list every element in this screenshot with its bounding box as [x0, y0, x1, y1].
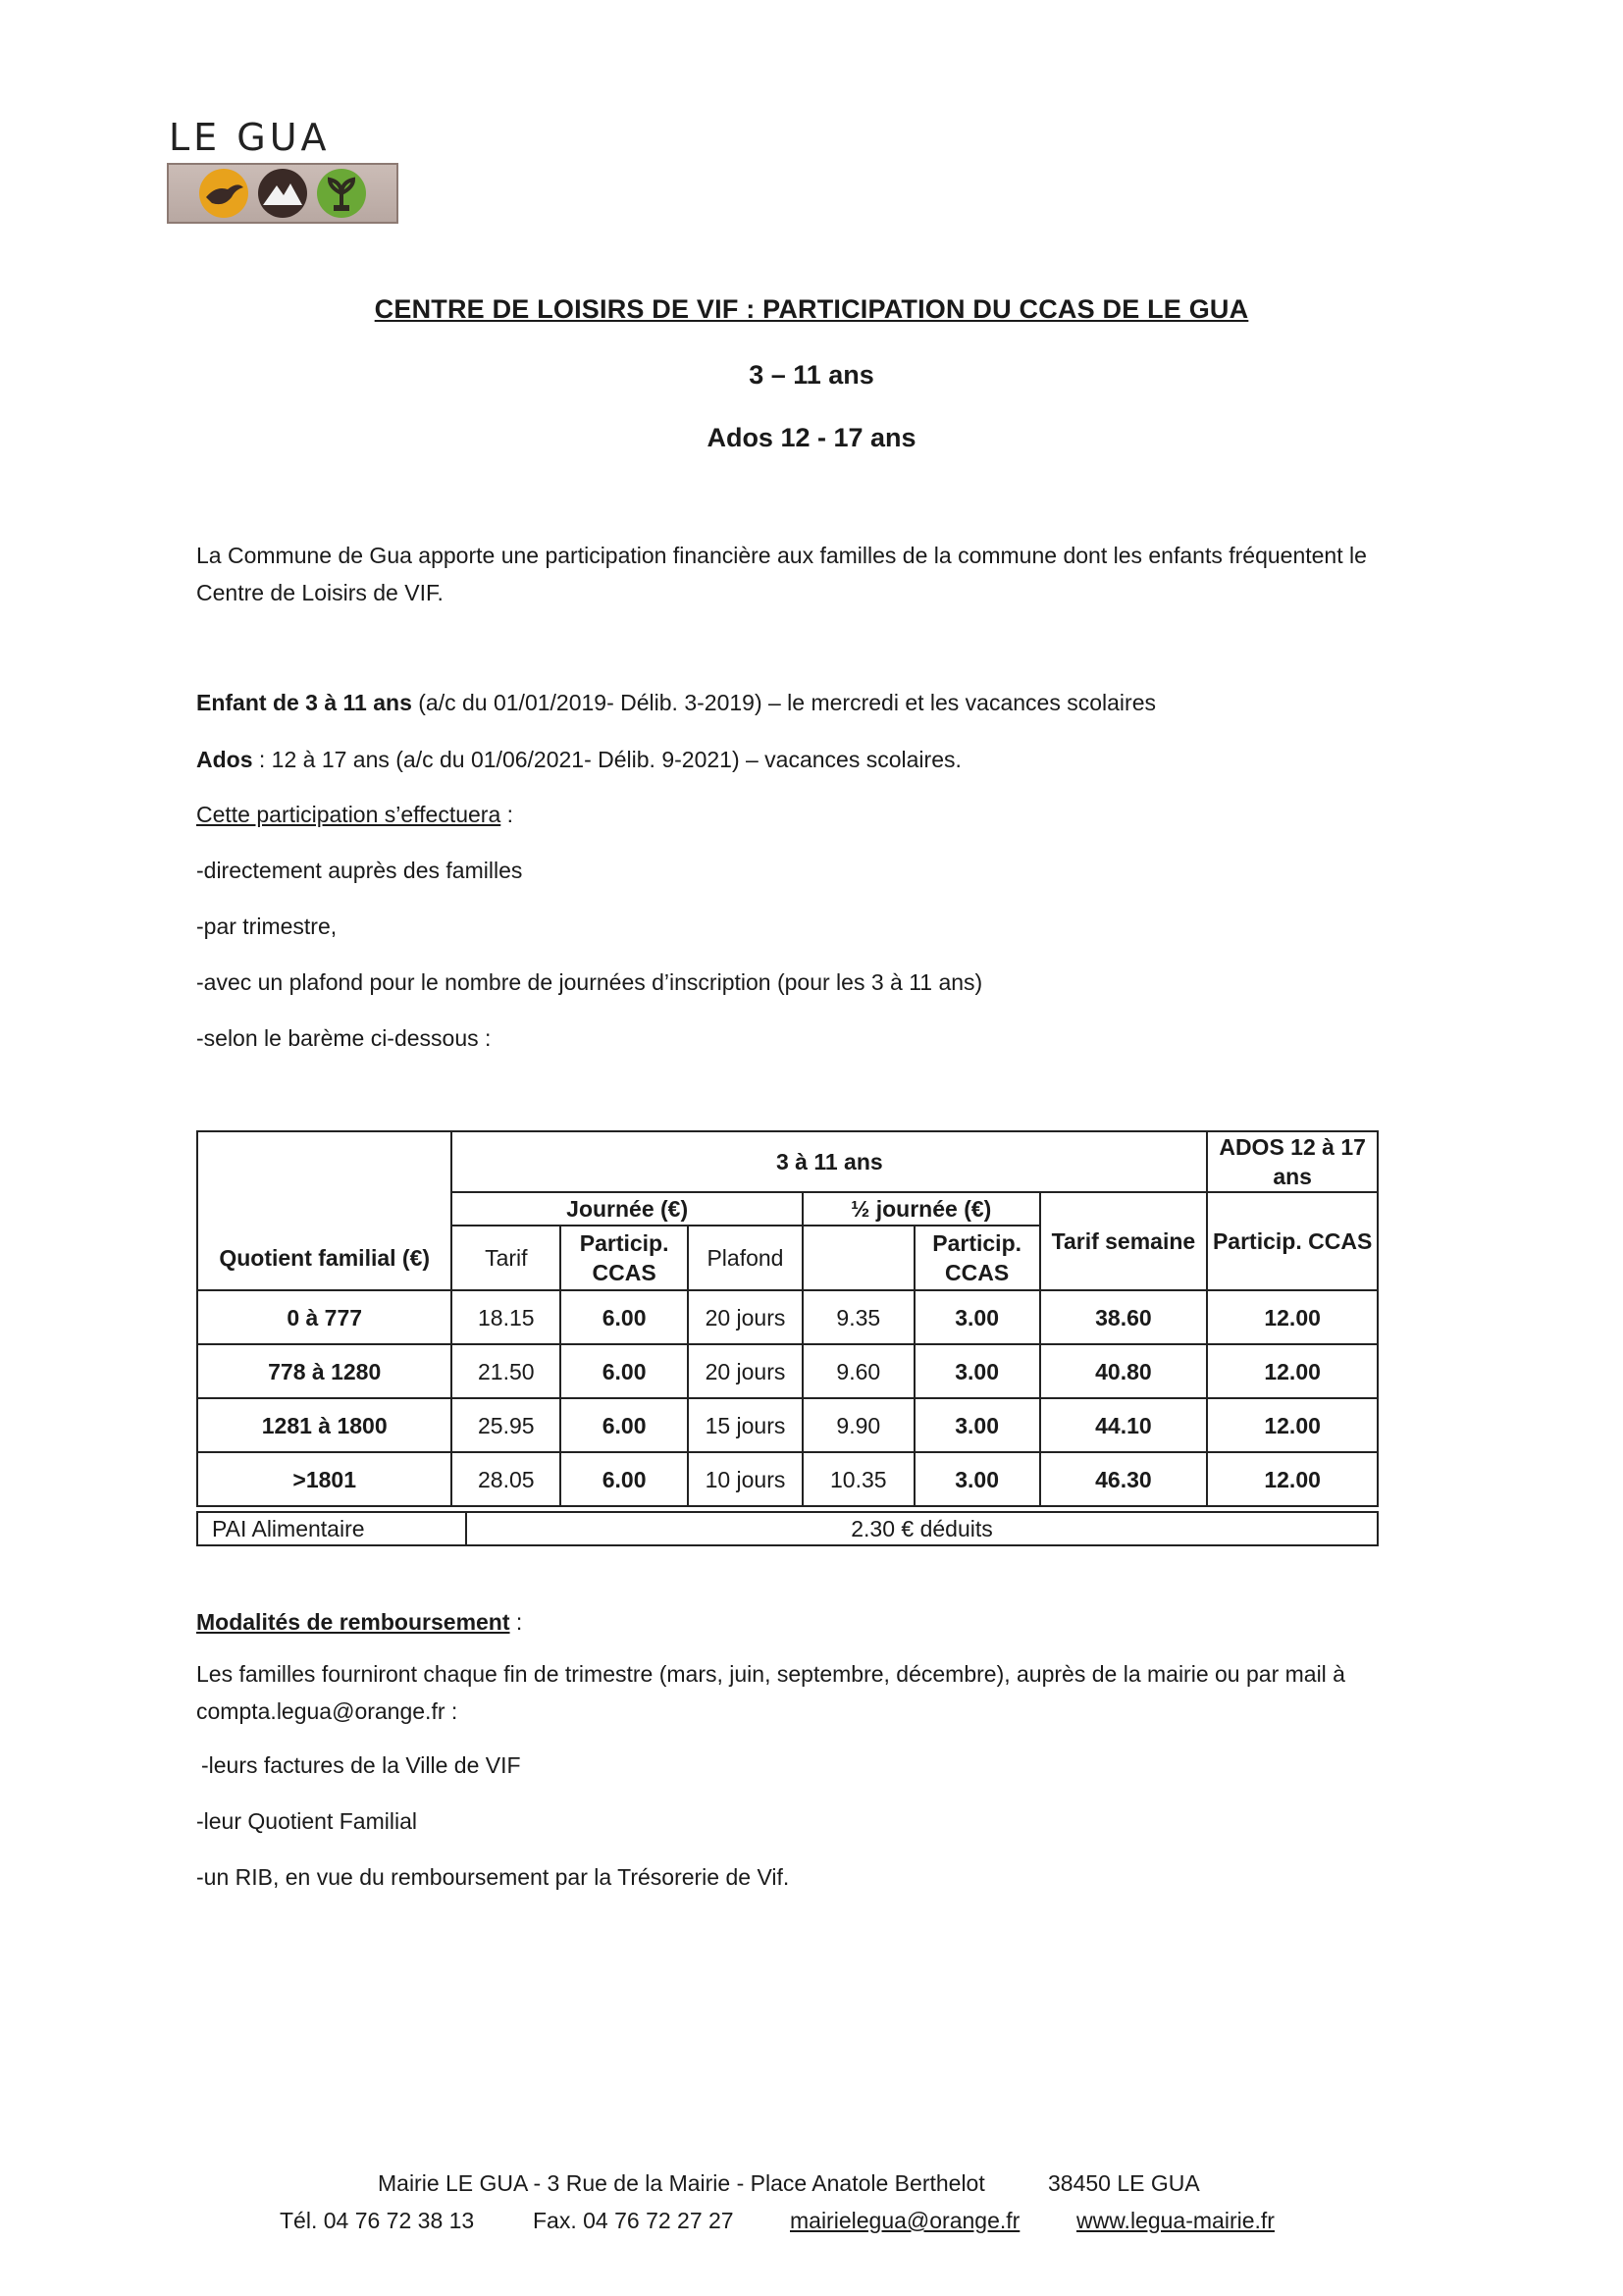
qf-cell: 0 à 777	[197, 1290, 451, 1344]
bird-emblem-icon	[198, 168, 249, 219]
participation-heading-text: Cette participation s’effectuera	[196, 802, 501, 827]
remboursement-paragraph: Les familles fourniront chaque fin de trimestre (mars, juin, septembre, décembre), auprès de la mairie ou par mail à compta.legua@orange.fr :	[196, 1661, 1345, 1724]
ados-particip-cell: 12.00	[1207, 1290, 1378, 1344]
particip-header: Particip. CCAS	[560, 1226, 688, 1290]
participation-heading	[196, 796, 1374, 833]
remboursement-heading-suffix: :	[509, 1609, 523, 1635]
demi-particip-cell: 3.00	[915, 1344, 1040, 1398]
demi-journee-header: ½ journée (€)	[803, 1192, 1040, 1226]
quotient-header: Quotient familial (€)	[197, 1226, 451, 1290]
demi-tarif-cell: 9.90	[803, 1398, 915, 1452]
le-gua-logo	[167, 116, 402, 224]
remboursement-heading-text: Modalités de remboursement	[196, 1609, 510, 1635]
ados-particip-cell: 12.00	[1207, 1398, 1378, 1452]
list-item: -un RIB, en vue du remboursement par la Trésorerie de Vif.	[196, 1864, 790, 1890]
table-row	[197, 1398, 1378, 1452]
mountain-emblem-icon	[257, 168, 308, 219]
list-item: -leurs factures de la Ville de VIF	[201, 1752, 521, 1778]
plafond-cell: 15 jours	[688, 1398, 803, 1452]
pai-table	[196, 1511, 1379, 1546]
tarif-header: Tarif	[451, 1226, 560, 1290]
table-row	[197, 1452, 1378, 1506]
demi-tarif-cell: 9.60	[803, 1344, 915, 1398]
footer-postcode: 38450 LE GUA	[1048, 2170, 1200, 2196]
demi-particip-cell: 3.00	[915, 1398, 1040, 1452]
tarif-cell: 21.50	[451, 1344, 560, 1398]
ados-particip-cell: 12.00	[1207, 1452, 1378, 1506]
demi-tarif-cell: 10.35	[803, 1452, 915, 1506]
plafond-header: Plafond	[688, 1226, 803, 1290]
page-title: CENTRE DE LOISIRS DE VIF : PARTICIPATION DU CCAS DE LE GUA	[374, 294, 1249, 324]
qf-cell: >1801	[197, 1452, 451, 1506]
demi-tarif-header	[803, 1226, 915, 1290]
demi-particip-cell: 3.00	[915, 1290, 1040, 1344]
logo-text: LE GUA	[169, 116, 331, 159]
table-corner-cell	[197, 1131, 451, 1226]
ados-label: Ados	[196, 747, 253, 772]
qf-cell: 778 à 1280	[197, 1344, 451, 1398]
ados-tarif-semaine-header: Tarif semaine	[1040, 1192, 1208, 1290]
plafond-cell: 20 jours	[688, 1344, 803, 1398]
enfant-text: (a/c du 01/01/2019- Délib. 3-2019) – le mercredi et les vacances scolaires	[411, 690, 1156, 715]
footer-address: Mairie LE GUA - 3 Rue de la Mairie - Place Anatole Berthelot	[378, 2170, 985, 2196]
ados-particip-header: Particip. CCAS	[1207, 1192, 1378, 1290]
plant-emblem-icon	[316, 168, 367, 219]
participation-heading-suffix: :	[500, 802, 514, 827]
table-row	[197, 1344, 1378, 1398]
footer-tel: Tél. 04 76 72 38 13	[280, 2208, 475, 2233]
ados-text: : 12 à 17 ans (a/c du 01/06/2021- Délib. 9-2021) – vacances scolaires.	[252, 747, 962, 772]
logo-emblem	[167, 163, 398, 224]
table-row	[197, 1290, 1378, 1344]
pai-label: PAI Alimentaire	[197, 1512, 466, 1545]
ados-tarif-cell: 40.80	[1040, 1344, 1208, 1398]
tarif-cell: 25.95	[451, 1398, 560, 1452]
ados-tarif-cell: 38.60	[1040, 1290, 1208, 1344]
remboursement-heading	[196, 1603, 1374, 1641]
demi-tarif-cell: 9.35	[803, 1290, 915, 1344]
group-3-11-header: 3 à 11 ans	[451, 1131, 1207, 1192]
plafond-cell: 10 jours	[688, 1452, 803, 1506]
ados-tarif-cell: 44.10	[1040, 1398, 1208, 1452]
ados-particip-cell: 12.00	[1207, 1344, 1378, 1398]
qf-cell: 1281 à 1800	[197, 1398, 451, 1452]
list-item: -selon le barème ci-dessous :	[196, 1025, 492, 1051]
enfant-condition	[196, 684, 1374, 721]
age-group-subtitle: 3 – 11 ans	[749, 360, 874, 390]
group-ados-header: ADOS 12 à 17 ans	[1207, 1131, 1378, 1192]
footer-email-link[interactable]: mairielegua@orange.fr	[790, 2208, 1021, 2233]
plafond-cell: 20 jours	[688, 1290, 803, 1344]
list-item: -avec un plafond pour le nombre de journées d’inscription (pour les 3 à 11 ans)	[196, 969, 983, 995]
journee-header: Journée (€)	[451, 1192, 803, 1226]
particip-cell: 6.00	[560, 1344, 688, 1398]
footer-website-link[interactable]: www.legua-mairie.fr	[1076, 2208, 1275, 2233]
bareme-table	[196, 1130, 1379, 1507]
ados-condition	[196, 741, 1374, 778]
tarif-cell: 28.05	[451, 1452, 560, 1506]
pai-value: 2.30 € déduits	[466, 1512, 1378, 1545]
demi-particip-header: Particip. CCAS	[915, 1226, 1040, 1290]
intro-paragraph: La Commune de Gua apporte une participation financière aux familles de la commune dont les enfants fréquentent le Centre de Loisirs de VIF.	[196, 543, 1367, 605]
ados-subtitle: Ados 12 - 17 ans	[707, 423, 916, 452]
tarif-cell: 18.15	[451, 1290, 560, 1344]
list-item: -directement auprès des familles	[196, 858, 523, 883]
ados-tarif-cell: 46.30	[1040, 1452, 1208, 1506]
list-item: -par trimestre,	[196, 913, 338, 939]
footer-fax: Fax. 04 76 72 27 27	[533, 2208, 734, 2233]
enfant-label: Enfant de 3 à 11 ans	[196, 690, 412, 715]
title-block	[0, 294, 1623, 325]
particip-cell: 6.00	[560, 1398, 688, 1452]
particip-cell: 6.00	[560, 1290, 688, 1344]
particip-cell: 6.00	[560, 1452, 688, 1506]
demi-particip-cell: 3.00	[915, 1452, 1040, 1506]
list-item: -leur Quotient Familial	[196, 1808, 417, 1834]
